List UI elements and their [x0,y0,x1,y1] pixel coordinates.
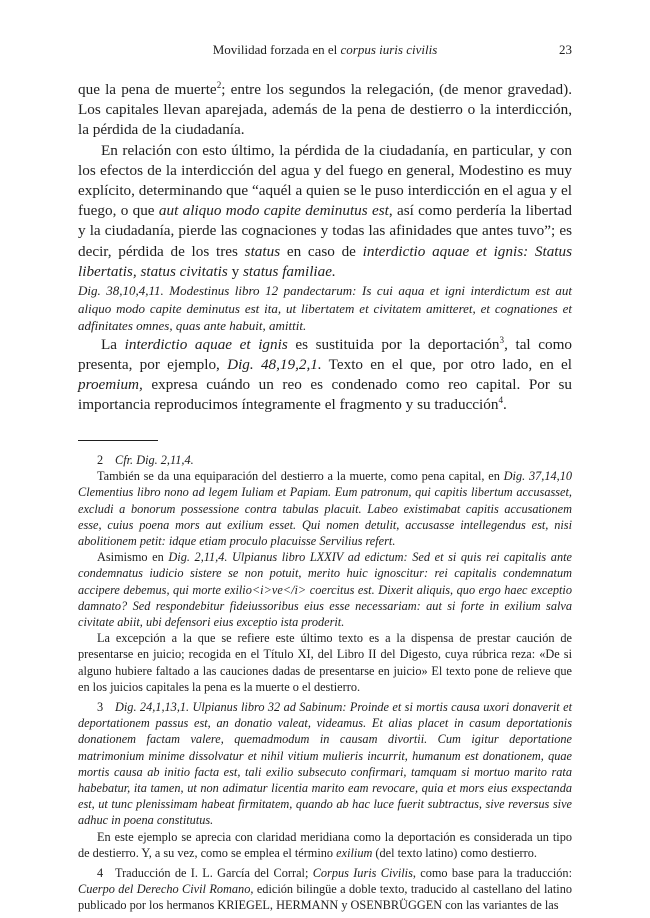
footnote-ref-4: 4 [498,395,504,406]
footnote-2-head: 2 Cfr. Dig. 2,11,4. [97,453,194,467]
page-number: 23 [559,42,572,57]
paragraph-2: En relación con esto último, la pérdida de la ciudadanía, en particular, y con los efectos de la interdicción del agua y del fuego en general, Modestino es muy explícito, determinando que “aquél a quien se le puso interdicción en el agua y el fuego, o que aut aliquo modo capite deminutus est, así como perdería la libertad y la ciudadanía, pierde las cognaciones y todas las afinidades que antes tuvo”; es decir, pérdida de los tres status en caso de interdictio aquae et ignis: Status libertatis, status civitatis y status familiae. [78,141,573,280]
footnote-ref-3: 3 [499,334,505,345]
footnote-2-para-1: También se da una equiparación del destierro a la muerte, como pena capital, en Dig. 37,14,10 Clementius libro nono ad legem Iuliam et Papiam. Eum patronum, qui capitis libertum accusasset, excludi a bonorum possessione contra tabulas placuit. Labeo existimabat capitis accusationem esse, cuius poena mors aut exilium esset. Qui nomen detulit, accusasse intellegendus est, nisi abolitionem petit: idque etiam proculo placuisse Servilius refert. [78,469,572,549]
block-quote: Dig. 38,10,4,11. Modestinus libro 12 pandectarum: Is cui aqua et igni interdictum est aut aliquo modo capite deminutus est ita, ut libertatem et civitatem amitteret, et cognationes et adfinitates omnes, quas ante habuit, amittit. [78,283,572,334]
footnote-2-para-3: La excepción a la que se refiere este último texto es a la dispensa de prestar caución de presentarse en juicio; recogida en el Título XI, del Libro II del Digesto, cuya rúbrica reza: «De si alguno hubiere faltado a las cauciones dadas de presentarse en juicio» El texto pone de relieve que en los juicios capitales la pena es la muerte o el destierro. [78,631,572,694]
footnote-2-para-2: Asimismo en Dig. 2,11,4. Ulpianus libro LXXIV ad edictum: Sed et si quis rei capitalis ante condemnatus iudicio sistere se non potuit, merito huic ignoscitur: rei capitalis condemnatum accipere debemus, qui morte exilio<i>ve</i> coercitus est. Dixerit aliquis, quo ergo haec exceptio damnato? Sed respondebitur fideiussoribus eius esse necessariam: aut si forte in exilium salva civitate abiit, ubi defensori eius exceptio ista proderit. [78,550,572,630]
footnote-ref-2: 2 [216,79,222,90]
running-title: Movilidad forzada en el corpus iuris civilis [212,42,438,57]
footnote-4: 4 Traducción de I. L. García del Corral; Corpus Iuris Civilis, como base para la traducción: Cuerpo del Derecho Civil Romano, edición bilingüe a doble texto, traducido al castellano del latino publicado por los hermanos KRIEGEL, HERMANN y OSENBRÜGGEN con las variantes de las [78,866,572,913]
footnotes [78,452,572,914]
running-head [78,40,572,60]
paragraph-1: que la pena de muerte$^2$; entre los segundos la relegación, (de menor gravedad). Los capitales llevan aparejada, además de la pena de destierro o la interdicción, la pérdida de la ciudadanía. [78,79,573,139]
main-text [78,80,572,415]
footnote-3: 3 Dig. 24,1,13,1. Ulpianus libro 32 ad Sabinum: Proinde et si mortis causa uxori donaverit et deportationem passus est, an donatio valeat, videamus. Et alias placet in casum deportationis donationem factam valere, quemadmodum in causam divortii. Cum igitur deportatione matrimonium minime dissolvatur et nihil vitium mulieris incurrit, humanum est donationem, quae mortis causa ab initio facta est, tali exilio subsecuto confirmari, tamquam si mortuo marito rata habebatur, ita tamen, ut non adimatur licentia marito eam revocare, quia et mors eius exspectanda est, ut tunc plenissimam habeat firmitatem, quando ab hac luce fuerit subtractus, sive reversus sive adhuc in poena constitutus. [78,700,572,828]
paragraph-3: La interdictio aquae et ignis es sustituida por la deportación$^3$, tal como presenta, por ejemplo, Dig. 48,19,2,1. Texto en el que, por otro lado, en el proemium, expresa cuándo un reo es condenado como reo capital. Por su importancia reproducimos íntegramente el fragmento y su traducción$^4$. [78,334,572,414]
footnote-rule [78,440,158,441]
footnote-3-para-2: En este ejemplo se aprecia con claridad meridiana como la deportación es considerada un tipo de destierro. Y, a su vez, como se emplea el término exilium (del texto latino) como destierro. [78,829,572,860]
